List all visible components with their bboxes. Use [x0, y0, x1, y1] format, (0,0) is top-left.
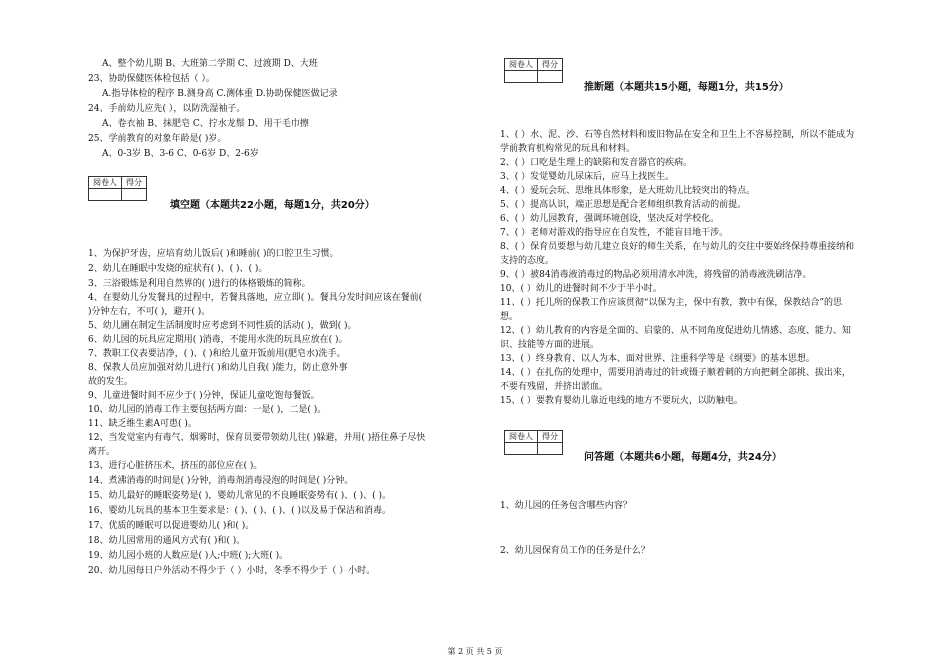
section-title-fill-blank: 填空题（本题共22小题，每题1分，共20分）	[170, 200, 375, 211]
question-line: A、卷衣袖 B、抹肥皂 C、拧水龙鬃 D、用干毛巾擦	[102, 119, 309, 129]
reviewer-cell[interactable]	[505, 443, 538, 455]
reviewer-cell[interactable]	[505, 71, 538, 83]
question-line: 5、( ）提高认识，端正思想是配合老师组织教育活动的前提。	[500, 200, 747, 210]
question-line: 9、儿童进餐时间不应少于( )分钟，保证儿童吃饱每餐饭。	[88, 391, 320, 401]
question-line: 7、( ）老师对游戏的指导应在自发性，不能盲目地干涉。	[500, 228, 729, 238]
question-line: 6、幼儿园的玩具应定期用( )消毒，不能用水洗的玩具应放在( )。	[88, 335, 348, 345]
question-line: 10、幼儿园的消毒工作主要包括两方面：一是( )，二是( )。	[88, 405, 327, 415]
question-line: 故的发生。	[88, 377, 134, 387]
score-label: 得分	[538, 59, 563, 71]
question-line: 24、手前幼儿应先( ），以防洗湿袖子。	[88, 104, 246, 114]
score-label: 得分	[538, 431, 563, 443]
question-line: 11、( ）托儿所的保教工作应该贯彻“以保为主，保中有教，教中有保，保教结合”的思	[500, 298, 843, 308]
reviewer-label: 阅卷人	[89, 177, 122, 189]
question-line: 4、在婴幼儿分发餐具的过程中，若餐具落地，应立即( )。餐具分发时间应该在餐前(	[88, 293, 423, 303]
score-cell[interactable]	[538, 71, 563, 83]
question-line: 4、( ）爱玩会玩、思维具体形象，是大班幼儿比较突出的特点。	[500, 186, 756, 196]
question-line: 想。	[500, 312, 519, 322]
question-line: 20、幼儿园每日户外活动不得少于（ ）小时，冬季不得少于（ ）小时。	[88, 566, 376, 576]
question-line: A、整个幼儿期 B、大班第二学期 C、过渡期 D、大班	[102, 59, 318, 69]
question-line: 15、( ）要教育婴幼儿靠近电线的地方不要玩火，以防触电。	[500, 396, 743, 406]
score-cell[interactable]	[538, 443, 563, 455]
question-line: 1、为保护牙齿，应培育幼儿饭后( )和睡前( )的口腔卫生习惯。	[88, 249, 339, 259]
question-line: 识、技能等方面的进展。	[500, 340, 600, 350]
question-line: A.指导体检的程序 B.测身高 C.测体重 D.协助保健医做记录	[102, 89, 338, 99]
reviewer-label: 阅卷人	[505, 59, 538, 71]
grade-box	[88, 176, 147, 201]
question-line: 支持的态度。	[500, 256, 555, 266]
question-line: 1、幼儿园的任务包含哪些内容？	[500, 501, 632, 511]
question-line: 3、三浴锻炼是利用自然界的( )进行的体格锻炼的简称。	[88, 279, 311, 289]
question-line: 12、当发觉室内有毒气、烟雾时，保育员要带领幼儿往( )躲避，并用( )捂住鼻子尽快	[88, 433, 426, 443]
question-line: 学前教育机构常见的玩具和材料。	[500, 144, 636, 154]
question-line: 1、( ）水、泥、沙、石等自然材料和废旧物品在安全和卫生上不容易控制，所以不能成为	[500, 130, 855, 140]
reviewer-cell[interactable]	[89, 189, 122, 201]
question-line: 7、教职工仪表要洁净，( )、( )和给儿童开饭前用(肥皂水)洗手。	[88, 349, 346, 359]
page-footer: 第 2 页 共 5 页	[447, 647, 503, 656]
question-line: 17、优质的睡眠可以促进婴幼儿( )和( )。	[88, 521, 255, 531]
section-title-qa: 问答题（本题共6小题，每题4分，共24分）	[584, 452, 782, 463]
question-line: 16、婴幼儿玩具的基本卫生要求是：( )、( )、( )、( )以及易于保洁和消毒。	[88, 506, 391, 516]
score-cell[interactable]	[122, 189, 147, 201]
question-line: 19、幼儿园小班的人数应是( )人;中班( );大班( )。	[88, 551, 289, 561]
question-line: 9、( ）被84消毒液消毒过的物品必须用清水冲洗，将残留的消毒液洗刷洁净。	[500, 270, 812, 280]
question-line: A、0-3岁 B、3-6 C、0-6岁 D、2-6岁	[102, 149, 259, 159]
question-line: 5、幼儿圃在制定生活制度时应考虑到不同性质的活动( )，做到( )。	[88, 321, 357, 331]
question-line: 14、煮沸消毒的时间是( )分钟，消毒剂消毒浸泡的时间是( )分钟。	[88, 476, 354, 486]
section-title-true-false: 推断题（本题共15小题，每题1分，共15分）	[584, 82, 789, 93]
question-line: 8、( ）保育员要想与幼儿建立良好的师生关系，在与幼儿的交往中要始终保持尊重接纳和	[500, 242, 855, 252]
question-line: 13、进行心脏挤压术，挤压的部位应在( )。	[88, 461, 263, 471]
question-line: 14、( ）在扎伤的处理中，需要用消毒过的针或镊子顺着刺的方向把刺全部挑、拔出来，	[500, 368, 851, 378]
question-line: 不要有残留，并挤出淤血。	[500, 382, 609, 392]
question-line: 13、( ）终身教育、以人为本、面对世界、注重科学等是《纲要》的基本思想。	[500, 354, 815, 364]
question-line: 25、学前教育的对象年龄是( )岁。	[88, 134, 227, 144]
reviewer-label: 阅卷人	[505, 431, 538, 443]
grade-box	[504, 430, 563, 455]
question-line: 11、缺乏维生素A可患( )。	[88, 419, 197, 429]
question-line: 10、( ）幼儿的进餐时间不少于半小时。	[500, 284, 662, 294]
question-line: 18、幼儿园常用的通风方式有( )和( )。	[88, 536, 246, 546]
grade-box	[504, 58, 563, 83]
question-line: 12、( ）幼儿教育的内容是全面的、启蒙的、从不同角度促进幼儿情感、态度、能力、知	[500, 326, 851, 336]
question-line: )分钟左右，不可( )，避开( )。	[88, 307, 211, 317]
score-label: 得分	[122, 177, 147, 189]
question-line: 2、( ）口吃是生理上的缺陷和发音器官的疾病。	[500, 158, 693, 168]
question-line: 15、幼儿最好的睡眠姿势是( )，婴幼儿常见的不良睡眠姿势有( )、( )、( )。	[88, 491, 391, 501]
question-line: 2、幼儿园保育员工作的任务是什么？	[500, 546, 650, 556]
question-line: 离开。	[88, 447, 116, 457]
question-line: 23、协助保健医体检包括（ ）。	[88, 74, 215, 84]
question-line: 6、( ）幼儿园教育，强调环境创设，坚决反对学校化。	[500, 214, 720, 224]
question-line: 2、幼儿在睡眠中发烧的症状有( )、( )、( )。	[88, 264, 268, 274]
question-line: 3、( ）发觉婴幼儿尿床后，应马上找医生。	[500, 172, 675, 182]
question-line: 8、保教人员应加强对幼儿进行( )和幼儿自我( )能力，防止意外事	[88, 363, 348, 373]
